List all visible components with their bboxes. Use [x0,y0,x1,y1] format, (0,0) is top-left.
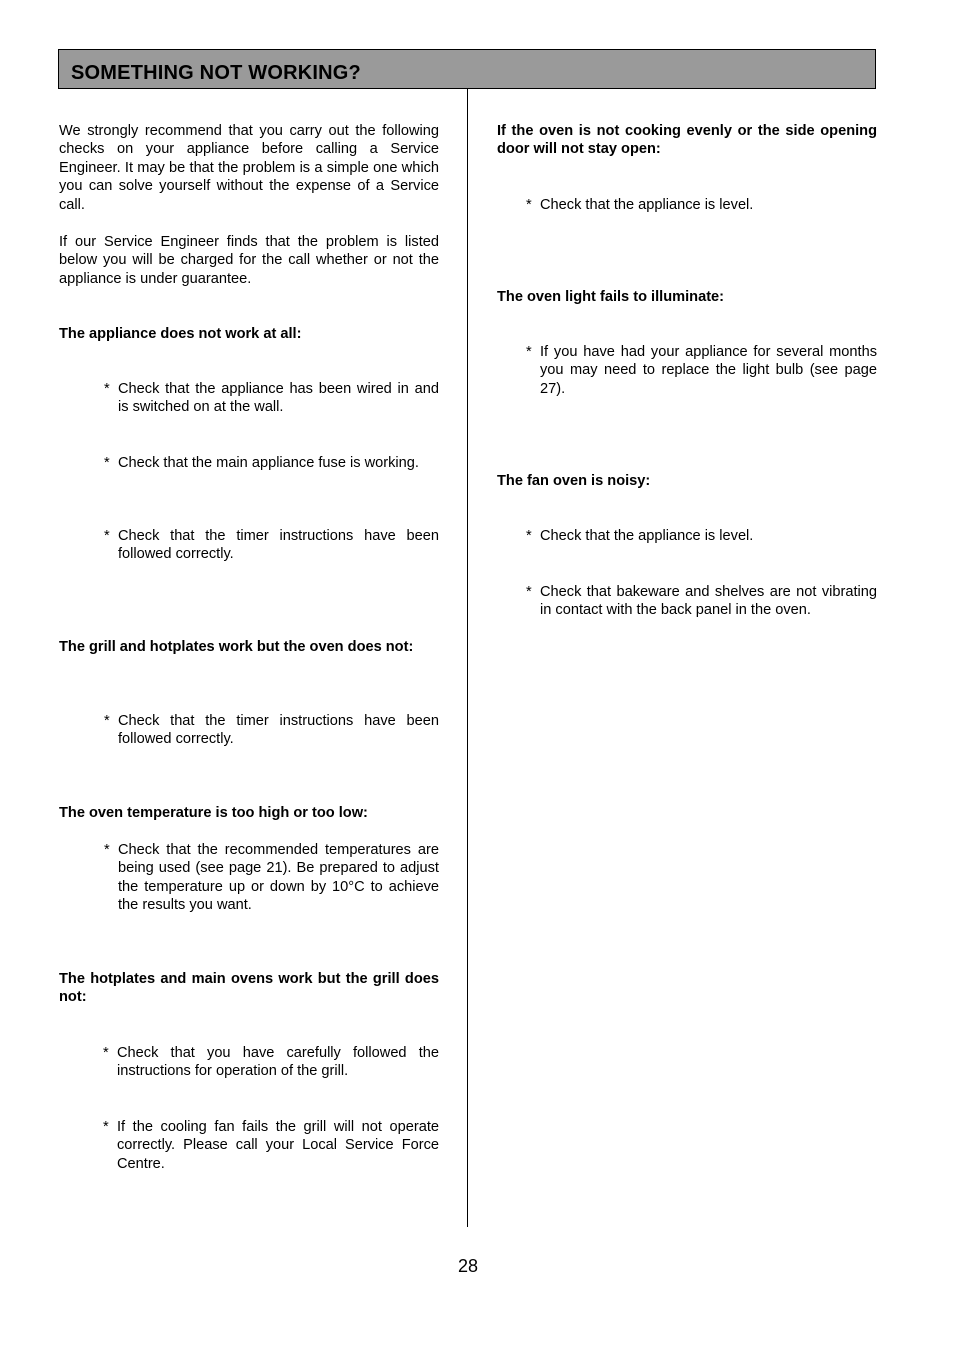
bullet-text: Check that the appliance is level. [540,528,754,544]
heading-grill-does-not-work: The hotplates and main ovens work but the grill does not: [59,971,439,1006]
list-item [526,583,877,620]
bullet-symbol: * [104,381,110,397]
bullet-symbol: * [526,197,532,213]
list-item [526,343,877,398]
intro-paragraph-2: If our Service Engineer finds that the problem is listed below you will be charged for the call whether or not the appliance is under guarantee. [59,234,439,287]
list-item [103,1118,439,1173]
heading-temperature: The oven temperature is too high or too low: [59,805,368,821]
bullet-symbol: * [103,1045,109,1061]
heading-fan-oven-noisy: The fan oven is noisy: [497,473,651,489]
heading-oven-does-not-work: The grill and hotplates work but the oven does not: [59,639,414,655]
section-header [58,49,876,89]
bullet-symbol: * [526,344,532,360]
bullet-symbol: * [526,528,532,544]
bullet-text: Check that the main appliance fuse is working. [118,455,419,471]
bullet-text: Check that the timer instructions have been followed correctly. [118,713,439,748]
bullet-symbol: * [526,584,532,600]
list-item [104,454,439,472]
heading-oven-light: The oven light fails to illuminate: [497,289,725,305]
heading-not-cooking-evenly: If the oven is not cooking evenly or the side opening door will not stay open: [497,123,877,158]
bullet-symbol: * [104,528,110,544]
bullet-symbol: * [104,713,110,729]
list-item [104,380,439,417]
bullet-text: If the cooling fan fails the grill will not operate correctly. Please call your Local Service Force Centre. [117,1119,439,1172]
page-number: 28 [457,1256,479,1276]
list-item [104,712,439,749]
bullet-text: Check that bakeware and shelves are not vibrating in contact with the back panel in the oven. [540,584,877,619]
intro-paragraph-1: We strongly recommend that you carry out the following checks on your appliance before calling a Service Engineer. It may be that the problem is a simple one which you can solve yourself without the expense of a Service call. [59,123,439,213]
bullet-symbol: * [104,842,110,858]
heading-does-not-work: The appliance does not work at all: [59,326,302,342]
bullet-text: Check that the recommended temperatures are being used (see page 21). Be prepared to adjust the temperature up or down by 10°C to achieve the results you want. [118,842,439,914]
bullet-symbol: * [103,1119,109,1135]
column-divider [467,89,468,1227]
list-item [526,196,877,214]
page-title: SOMETHING NOT WORKING? [71,62,361,84]
bullet-text: Check that you have carefully followed the instructions for operation of the grill. [117,1045,439,1080]
list-item [104,841,439,915]
bullet-text: Check that the appliance has been wired in and is switched on at the wall. [118,381,439,416]
bullet-text: Check that the appliance is level. [540,197,754,213]
list-item [103,1044,439,1081]
bullet-symbol: * [104,455,110,471]
bullet-text: If you have had your appliance for several months you may need to replace the light bulb (see page 27). [540,344,877,397]
bullet-text: Check that the timer instructions have been followed correctly. [118,528,439,563]
list-item [104,527,439,564]
list-item [526,527,877,545]
